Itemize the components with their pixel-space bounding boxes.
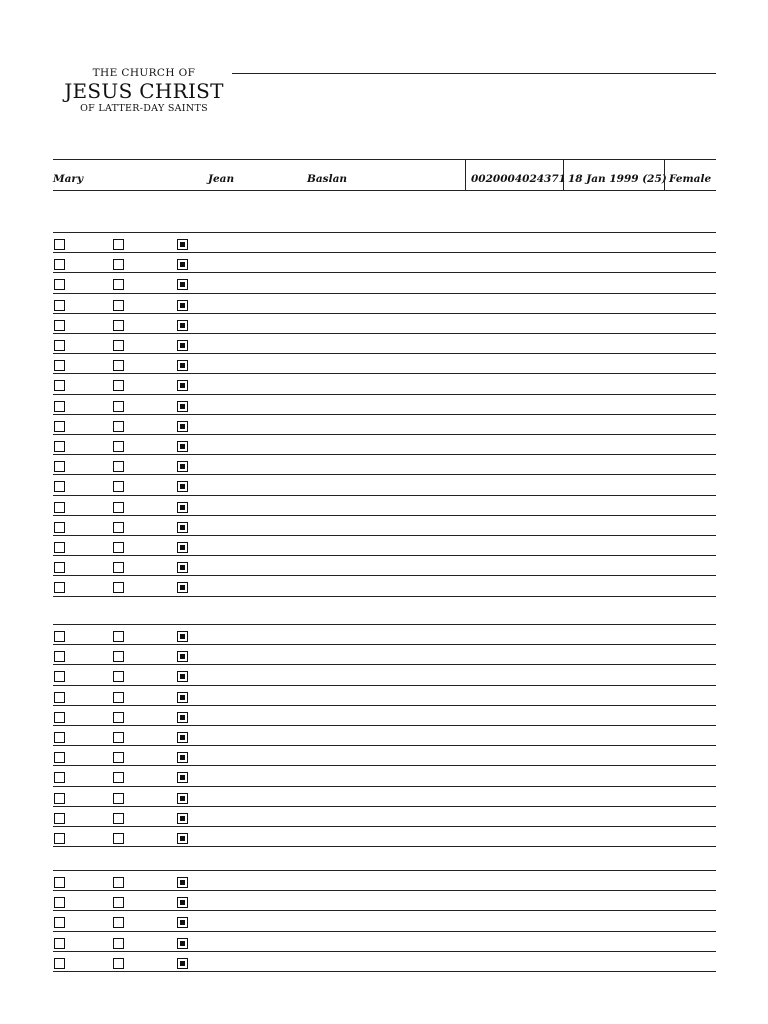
- checkbox-col-1-unchecked[interactable]: [54, 340, 65, 351]
- checkbox-col-2-unchecked[interactable]: [113, 401, 124, 412]
- gender: Female: [669, 173, 712, 185]
- row-rule: [53, 495, 716, 496]
- checkbox-col-2-unchecked[interactable]: [113, 380, 124, 391]
- checkbox-col-1-unchecked[interactable]: [54, 692, 65, 703]
- checkbox-col-2-unchecked[interactable]: [113, 421, 124, 432]
- row-rule: [53, 454, 716, 455]
- row-rule: [53, 293, 716, 294]
- checkbox-col-3-checked[interactable]: [177, 732, 188, 743]
- checkbox-col-1-unchecked[interactable]: [54, 582, 65, 593]
- row-rule: [53, 474, 716, 475]
- checkbox-col-1-unchecked[interactable]: [54, 671, 65, 682]
- checkbox-col-1-unchecked[interactable]: [54, 651, 65, 662]
- checkbox-col-1-unchecked[interactable]: [54, 897, 65, 908]
- checkbox-col-2-unchecked[interactable]: [113, 502, 124, 513]
- checkbox-col-1-unchecked[interactable]: [54, 958, 65, 969]
- row-rule: [53, 434, 716, 435]
- checkbox-col-1-unchecked[interactable]: [54, 877, 65, 888]
- checkbox-col-3-checked[interactable]: [177, 671, 188, 682]
- logo-line-1: THE CHURCH OF: [92, 67, 196, 79]
- checkbox-col-2-unchecked[interactable]: [113, 671, 124, 682]
- last-name: Baslan: [307, 173, 348, 185]
- checkbox-col-2-unchecked[interactable]: [113, 360, 124, 371]
- checkbox-col-2-unchecked[interactable]: [113, 279, 124, 290]
- checkbox-col-1-unchecked[interactable]: [54, 752, 65, 763]
- row-rule: [53, 765, 716, 766]
- checkbox-col-2-unchecked[interactable]: [113, 441, 124, 452]
- row-rule: [53, 846, 716, 847]
- checkbox-col-1-unchecked[interactable]: [54, 712, 65, 723]
- checkbox-col-1-unchecked[interactable]: [54, 833, 65, 844]
- checkbox-col-3-checked[interactable]: [177, 752, 188, 763]
- checkbox-col-2-unchecked[interactable]: [113, 752, 124, 763]
- checkbox-col-2-unchecked[interactable]: [113, 259, 124, 270]
- checkbox-col-3-checked[interactable]: [177, 461, 188, 472]
- checkbox-col-2-unchecked[interactable]: [113, 897, 124, 908]
- checkbox-col-3-checked[interactable]: [177, 481, 188, 492]
- checkbox-col-1-unchecked[interactable]: [54, 461, 65, 472]
- checkbox-col-1-unchecked[interactable]: [54, 917, 65, 928]
- checkbox-col-3-checked[interactable]: [177, 631, 188, 642]
- birth-date-age: 18 Jan 1999 (25): [568, 173, 667, 185]
- checkbox-col-1-unchecked[interactable]: [54, 239, 65, 250]
- row-rule: [53, 890, 716, 891]
- row-rule: [53, 232, 716, 233]
- checkbox-col-3-checked[interactable]: [177, 320, 188, 331]
- record-number: 0020004024371: [471, 173, 566, 185]
- checkbox-col-3-checked[interactable]: [177, 421, 188, 432]
- checkbox-col-1-unchecked[interactable]: [54, 772, 65, 783]
- checkbox-col-3-checked[interactable]: [177, 360, 188, 371]
- checkbox-col-2-unchecked[interactable]: [113, 461, 124, 472]
- column-divider: [664, 160, 665, 190]
- logo-line-2: JESUS CHRIST: [64, 79, 224, 103]
- row-rule: [53, 394, 716, 395]
- checkbox-col-3-checked[interactable]: [177, 279, 188, 290]
- row-rule: [53, 910, 716, 911]
- checkbox-col-3-checked[interactable]: [177, 958, 188, 969]
- checkbox-col-3-checked[interactable]: [177, 938, 188, 949]
- row-rule: [53, 725, 716, 726]
- row-rule: [53, 870, 716, 871]
- checkbox-col-1-unchecked[interactable]: [54, 813, 65, 824]
- column-divider: [563, 160, 564, 190]
- checkbox-col-2-unchecked[interactable]: [113, 712, 124, 723]
- checkbox-col-2-unchecked[interactable]: [113, 833, 124, 844]
- checkbox-col-2-unchecked[interactable]: [113, 320, 124, 331]
- checkbox-col-1-unchecked[interactable]: [54, 441, 65, 452]
- row-rule: [53, 664, 716, 665]
- checkbox-col-2-unchecked[interactable]: [113, 651, 124, 662]
- checkbox-col-2-unchecked[interactable]: [113, 582, 124, 593]
- checkbox-col-3-checked[interactable]: [177, 917, 188, 928]
- checkbox-col-3-checked[interactable]: [177, 562, 188, 573]
- first-name: Mary: [53, 173, 84, 185]
- checkbox-col-1-unchecked[interactable]: [54, 360, 65, 371]
- middle-name: Jean: [208, 173, 235, 185]
- checkbox-col-3-checked[interactable]: [177, 300, 188, 311]
- row-rule: [53, 951, 716, 952]
- row-rule: [53, 786, 716, 787]
- checkbox-col-1-unchecked[interactable]: [54, 522, 65, 533]
- checkbox-col-1-unchecked[interactable]: [54, 631, 65, 642]
- checkbox-col-1-unchecked[interactable]: [54, 793, 65, 804]
- checkbox-col-2-unchecked[interactable]: [113, 938, 124, 949]
- row-rule: [53, 806, 716, 807]
- checkbox-col-3-checked[interactable]: [177, 712, 188, 723]
- checkbox-col-3-checked[interactable]: [177, 793, 188, 804]
- row-rule: [53, 414, 716, 415]
- row-rule: [53, 705, 716, 706]
- row-rule: [53, 826, 716, 827]
- checkbox-col-3-checked[interactable]: [177, 897, 188, 908]
- row-rule: [53, 624, 716, 625]
- checkbox-col-2-unchecked[interactable]: [113, 481, 124, 492]
- checkbox-col-2-unchecked[interactable]: [113, 692, 124, 703]
- checkbox-col-2-unchecked[interactable]: [113, 239, 124, 250]
- checkbox-col-2-unchecked[interactable]: [113, 772, 124, 783]
- checkbox-col-1-unchecked[interactable]: [54, 259, 65, 270]
- checkbox-col-1-unchecked[interactable]: [54, 300, 65, 311]
- checkbox-col-3-checked[interactable]: [177, 522, 188, 533]
- checkbox-col-2-unchecked[interactable]: [113, 300, 124, 311]
- checkbox-col-3-checked[interactable]: [177, 239, 188, 250]
- row-rule: [53, 535, 716, 536]
- checkbox-col-2-unchecked[interactable]: [113, 732, 124, 743]
- row-rule: [53, 515, 716, 516]
- checkbox-col-3-checked[interactable]: [177, 582, 188, 593]
- checkbox-col-1-unchecked[interactable]: [54, 502, 65, 513]
- checkbox-col-1-unchecked[interactable]: [54, 481, 65, 492]
- checkbox-col-1-unchecked[interactable]: [54, 401, 65, 412]
- checkbox-col-2-unchecked[interactable]: [113, 542, 124, 553]
- row-rule: [53, 745, 716, 746]
- checkbox-col-1-unchecked[interactable]: [54, 732, 65, 743]
- member-header-row: [53, 159, 716, 191]
- checkbox-col-3-checked[interactable]: [177, 542, 188, 553]
- column-divider: [465, 160, 466, 190]
- row-rule: [53, 685, 716, 686]
- row-rule: [53, 313, 716, 314]
- checkbox-col-1-unchecked[interactable]: [54, 320, 65, 331]
- checkbox-col-3-checked[interactable]: [177, 833, 188, 844]
- checkbox-col-3-checked[interactable]: [177, 259, 188, 270]
- checkbox-col-1-unchecked[interactable]: [54, 542, 65, 553]
- row-rule: [53, 971, 716, 972]
- checkbox-col-3-checked[interactable]: [177, 772, 188, 783]
- checkbox-col-2-unchecked[interactable]: [113, 522, 124, 533]
- checkbox-col-3-checked[interactable]: [177, 380, 188, 391]
- checkbox-col-3-checked[interactable]: [177, 692, 188, 703]
- checkbox-col-1-unchecked[interactable]: [54, 380, 65, 391]
- checkbox-col-2-unchecked[interactable]: [113, 813, 124, 824]
- checkbox-col-3-checked[interactable]: [177, 877, 188, 888]
- checkbox-col-2-unchecked[interactable]: [113, 877, 124, 888]
- checkbox-col-2-unchecked[interactable]: [113, 340, 124, 351]
- row-rule: [53, 333, 716, 334]
- checkbox-col-2-unchecked[interactable]: [113, 917, 124, 928]
- row-rule: [53, 575, 716, 576]
- checkbox-col-1-unchecked[interactable]: [54, 562, 65, 573]
- checkbox-col-3-checked[interactable]: [177, 813, 188, 824]
- row-rule: [53, 555, 716, 556]
- checkbox-col-1-unchecked[interactable]: [54, 279, 65, 290]
- checkbox-col-1-unchecked[interactable]: [54, 421, 65, 432]
- checkbox-col-3-checked[interactable]: [177, 502, 188, 513]
- checkbox-col-1-unchecked[interactable]: [54, 938, 65, 949]
- checkbox-col-3-checked[interactable]: [177, 401, 188, 412]
- checkbox-col-2-unchecked[interactable]: [113, 958, 124, 969]
- row-rule: [53, 252, 716, 253]
- checkbox-col-3-checked[interactable]: [177, 441, 188, 452]
- header-rule: [232, 73, 716, 74]
- row-rule: [53, 272, 716, 273]
- row-rule: [53, 644, 716, 645]
- checkbox-col-3-checked[interactable]: [177, 340, 188, 351]
- checkbox-col-2-unchecked[interactable]: [113, 562, 124, 573]
- row-rule: [53, 931, 716, 932]
- checkbox-col-2-unchecked[interactable]: [113, 631, 124, 642]
- row-rule: [53, 596, 716, 597]
- logo-line-3: OF LATTER-DAY SAINTS: [80, 103, 208, 114]
- checkbox-col-2-unchecked[interactable]: [113, 793, 124, 804]
- row-rule: [53, 353, 716, 354]
- row-rule: [53, 373, 716, 374]
- checkbox-col-3-checked[interactable]: [177, 651, 188, 662]
- church-logo: [64, 66, 224, 115]
